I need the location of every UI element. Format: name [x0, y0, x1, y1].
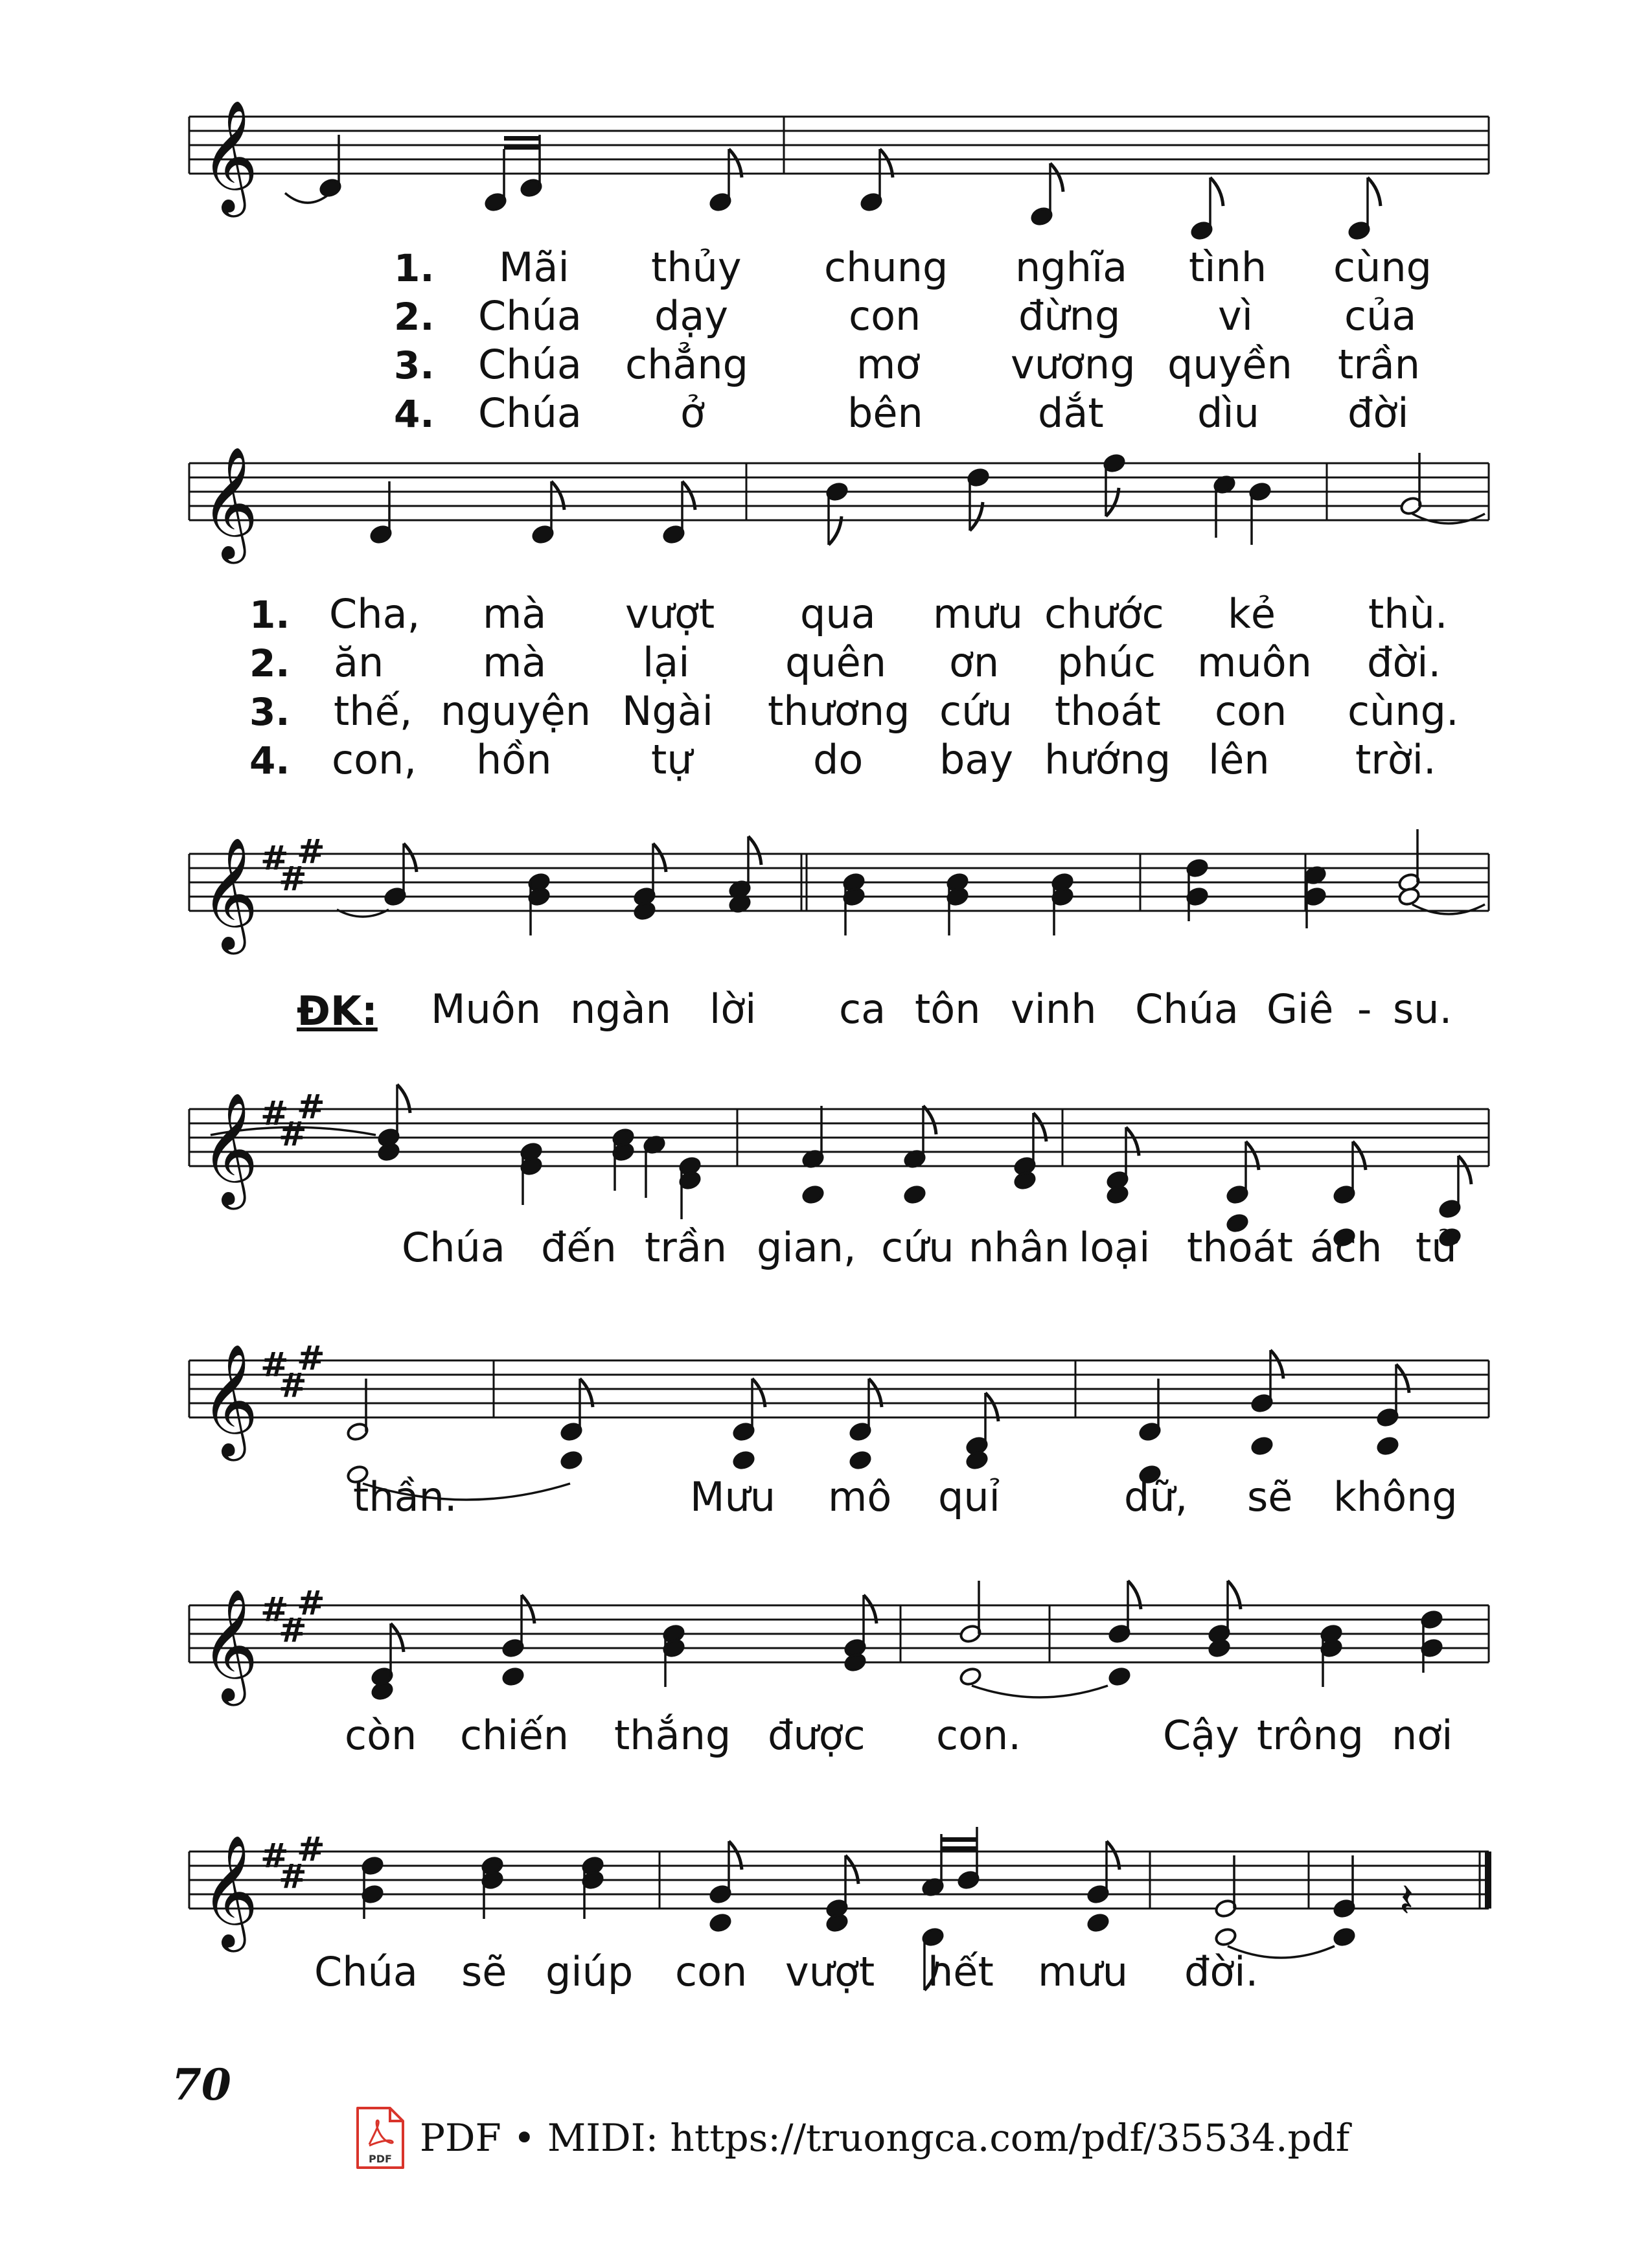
lyric-syllable: thoát — [1055, 687, 1161, 735]
sharp-sign: # — [279, 1857, 307, 1896]
lyric-syllable: gian, — [757, 1224, 856, 1271]
lyric-syllable: vượt — [625, 590, 715, 637]
quarter-rest-icon: 𝄽 — [1399, 1873, 1414, 1927]
lyric-syllable: vì — [1218, 292, 1253, 339]
lyric-syllable: ca — [839, 985, 886, 1033]
page-number: 70 — [172, 2059, 231, 2110]
footer-text[interactable]: PDF • MIDI: https://truongca.com/pdf/35534.pdf — [420, 2116, 1350, 2160]
sharp-sign: # — [297, 1830, 325, 1869]
lyric-syllable: con, — [332, 736, 417, 783]
lyric-syllable: đời. — [1367, 639, 1441, 686]
lyric-syllable: lời — [709, 985, 757, 1033]
lyric-syllable: thương — [768, 687, 910, 735]
note-flag — [748, 836, 761, 865]
sharp-sign: # — [260, 1094, 289, 1133]
lyric-syllable: hết — [928, 1948, 994, 1995]
lyric-syllable: Chúa — [402, 1224, 505, 1271]
lyric-syllable: ngàn — [570, 985, 671, 1033]
lyric-syllable: mưu — [1038, 1948, 1128, 1995]
lyric-syllable: ăn — [334, 639, 384, 686]
lyric-syllable: con — [849, 292, 921, 339]
lyric-syllable: Chúa — [314, 1948, 418, 1995]
slur — [972, 1686, 1108, 1697]
verse-number: 2. — [394, 295, 435, 339]
note-head — [501, 1666, 525, 1687]
lyric-syllable: trần — [1338, 341, 1421, 388]
slur — [1412, 904, 1485, 914]
lyric-syllable: con. — [936, 1712, 1022, 1759]
lyric-syllable: dữ, — [1124, 1473, 1188, 1520]
treble-clef-icon: 𝄞 — [201, 1092, 258, 1205]
note-head — [1208, 1638, 1231, 1658]
treble-clef-icon: 𝄞 — [201, 1344, 258, 1456]
lyric-syllable: dắt — [1038, 389, 1104, 437]
note-flag — [1368, 178, 1381, 206]
verse-number: 1. — [249, 593, 290, 637]
sharp-sign: # — [279, 1611, 307, 1650]
lyric-syllable: trần — [645, 1224, 728, 1271]
lyric-syllable: ở — [680, 389, 705, 437]
sharp-sign: # — [279, 860, 307, 899]
verse-number: 4. — [394, 392, 435, 436]
lyric-syllable: con — [675, 1948, 748, 1995]
note-flag — [923, 1106, 936, 1134]
lyric-syllable: thế, — [334, 687, 413, 735]
lyric-syllable: mà — [483, 590, 547, 637]
final-barline — [1485, 1852, 1491, 1909]
lyric-syllable: Mãi — [499, 244, 569, 291]
note-head — [849, 1450, 872, 1471]
note-beam — [504, 136, 540, 141]
lyric-syllable: giúp — [545, 1948, 634, 1995]
lyric-syllable: thắng — [614, 1712, 731, 1759]
note-head — [371, 1680, 394, 1701]
sharp-sign: # — [279, 1115, 307, 1154]
refrain-label: ĐK: — [297, 987, 378, 1035]
lyric-syllable: thù. — [1368, 590, 1448, 637]
slur — [1412, 514, 1485, 523]
lyric-syllable: cứu — [881, 1224, 954, 1271]
lyric-syllable: đến — [541, 1224, 617, 1271]
lyric-syllable: Chúa — [478, 341, 582, 388]
note-head — [377, 1141, 400, 1162]
lyric-syllable: bay — [939, 736, 1014, 783]
note-head — [1214, 1927, 1237, 1947]
verse-number: 3. — [394, 343, 435, 387]
lyric-syllable: Muôn — [431, 985, 542, 1033]
lyric-syllable: cứu — [939, 687, 1013, 735]
lyric-syllable: vượt — [785, 1948, 875, 1995]
sharp-sign: # — [279, 1366, 307, 1405]
note-head — [1086, 1912, 1110, 1933]
footer-link[interactable] — [355, 2102, 1349, 2173]
lyric-syllable: đời. — [1184, 1948, 1259, 1995]
lyric-syllable: ơn — [949, 639, 1000, 686]
note-flag — [1050, 163, 1063, 192]
note-beam — [941, 1846, 977, 1851]
lyric-syllable: dạy — [654, 292, 729, 339]
sharp-sign: # — [260, 1346, 289, 1384]
note-head — [1333, 1927, 1356, 1947]
note-head — [1250, 1436, 1274, 1456]
pdf-file-icon — [355, 2105, 406, 2170]
lyric-syllable: Giê — [1267, 985, 1334, 1033]
lyric-syllable: Cha, — [329, 590, 420, 637]
note-head — [560, 1450, 583, 1471]
note-head — [732, 1450, 755, 1471]
note-head — [843, 1652, 867, 1673]
lyric-syllable: Chúa — [478, 389, 582, 437]
note-head — [1397, 886, 1421, 907]
note-flag — [1210, 178, 1223, 206]
note-beam — [941, 1837, 977, 1842]
note-head — [801, 1184, 825, 1205]
sharp-sign: # — [297, 1339, 325, 1378]
note-head — [825, 1912, 849, 1933]
lyric-syllable: còn — [345, 1712, 417, 1759]
lyric-syllable: quỉ — [938, 1473, 1000, 1520]
lyric-syllable: không — [1333, 1473, 1458, 1520]
lyric-syllable: lên — [1208, 736, 1270, 783]
lyric-syllable: Chúa — [478, 292, 582, 339]
sharp-sign: # — [297, 1088, 325, 1127]
lyric-syllable: quyền — [1167, 341, 1292, 388]
lyric-syllable: quên — [785, 639, 887, 686]
lyric-syllable: Chúa — [1135, 985, 1239, 1033]
lyric-syllable: nghĩa — [1015, 244, 1128, 291]
lyric-syllable: mà — [483, 639, 547, 686]
lyric-syllable: cùng. — [1348, 687, 1459, 735]
lyric-syllable: vinh — [1011, 985, 1097, 1033]
sharp-sign: # — [260, 1590, 289, 1629]
lyric-syllable: chẳng — [625, 341, 749, 388]
lyric-syllable: tử — [1416, 1224, 1457, 1271]
pdf-icon-label: PDF — [369, 2153, 392, 2165]
lyric-syllable: bên — [847, 389, 923, 437]
lyric-syllable: lại — [643, 639, 690, 686]
lyric-syllable: của — [1344, 292, 1417, 339]
lyric-syllable: cùng — [1333, 244, 1432, 291]
note-head — [959, 1666, 982, 1687]
note-flag — [1458, 1156, 1471, 1184]
treble-clef-icon: 𝄞 — [201, 446, 258, 559]
lyric-syllable: nguyện — [441, 687, 591, 735]
lyric-syllable: sẽ — [1247, 1473, 1293, 1520]
treble-clef-icon: 𝄞 — [201, 1588, 258, 1701]
note-head — [1013, 1170, 1037, 1191]
lyric-syllable: dìu — [1197, 389, 1259, 437]
lyric-syllable: trời. — [1355, 736, 1436, 783]
lyric-syllable: su. — [1393, 985, 1452, 1033]
sharp-sign: # — [260, 839, 289, 878]
lyric-syllable: mô — [828, 1473, 892, 1520]
note-head — [1376, 1436, 1399, 1456]
lyric-syllable: nơi — [1392, 1712, 1453, 1759]
lyric-syllable: thần. — [353, 1473, 457, 1520]
lyric-syllable: thoát — [1187, 1224, 1293, 1271]
treble-clef-icon: 𝄞 — [201, 100, 258, 212]
lyric-syllable: Mưu — [690, 1473, 776, 1520]
verse-number: 2. — [249, 641, 290, 685]
lyric-syllable: vương — [1011, 341, 1136, 388]
sharp-sign: # — [297, 832, 325, 871]
lyric-syllable: tự — [651, 736, 693, 783]
lyric-syllable: tôn — [915, 985, 981, 1033]
lyric-syllable: - — [1357, 985, 1372, 1033]
lyric-syllable: tình — [1189, 244, 1267, 291]
sharp-sign: # — [260, 1837, 289, 1875]
lyric-syllable: chước — [1044, 590, 1164, 637]
treble-clef-icon: 𝄞 — [201, 837, 258, 950]
lyric-syllable: chung — [824, 244, 948, 291]
note-head — [1108, 1666, 1131, 1687]
lyric-syllable: con — [1215, 687, 1287, 735]
lyric-syllable: kẻ — [1228, 590, 1276, 637]
lyric-syllable: phúc — [1057, 639, 1156, 686]
lyric-syllable: muôn — [1197, 639, 1312, 686]
verse-number: 4. — [249, 739, 290, 783]
lyric-syllable: chiến — [460, 1712, 569, 1759]
note-beam — [504, 145, 540, 150]
lyric-syllable: hồn — [476, 736, 552, 783]
note-head — [709, 1912, 732, 1933]
sharp-sign: # — [297, 1584, 325, 1623]
lyric-syllable: loại — [1079, 1224, 1151, 1271]
lyric-syllable: đời — [1348, 389, 1409, 437]
verse-number: 1. — [394, 246, 435, 290]
note-head — [1106, 1184, 1129, 1205]
lyric-syllable: ách — [1310, 1224, 1382, 1271]
note-head — [903, 1184, 926, 1205]
note-head — [633, 900, 656, 921]
lyric-syllable: hướng — [1044, 736, 1171, 783]
lyric-syllable: mưu — [933, 590, 1023, 637]
lyric-syllable: do — [813, 736, 864, 783]
lyric-syllable: thủy — [651, 244, 742, 291]
lyric-syllable: đừng — [1018, 292, 1121, 339]
note-head — [965, 1450, 989, 1471]
lyric-syllable: trông — [1257, 1712, 1364, 1759]
treble-clef-icon: 𝄞 — [201, 1835, 258, 1947]
lyric-syllable: qua — [800, 590, 876, 637]
lyric-syllable: Ngài — [622, 687, 713, 735]
lyric-syllable: mơ — [856, 341, 921, 388]
lyric-syllable: sẽ — [461, 1948, 507, 1995]
lyric-syllable: được — [768, 1712, 866, 1759]
lyric-syllable: nhân — [969, 1224, 1070, 1271]
verse-number: 3. — [249, 690, 290, 734]
lyric-syllable: Cậy — [1163, 1712, 1239, 1759]
